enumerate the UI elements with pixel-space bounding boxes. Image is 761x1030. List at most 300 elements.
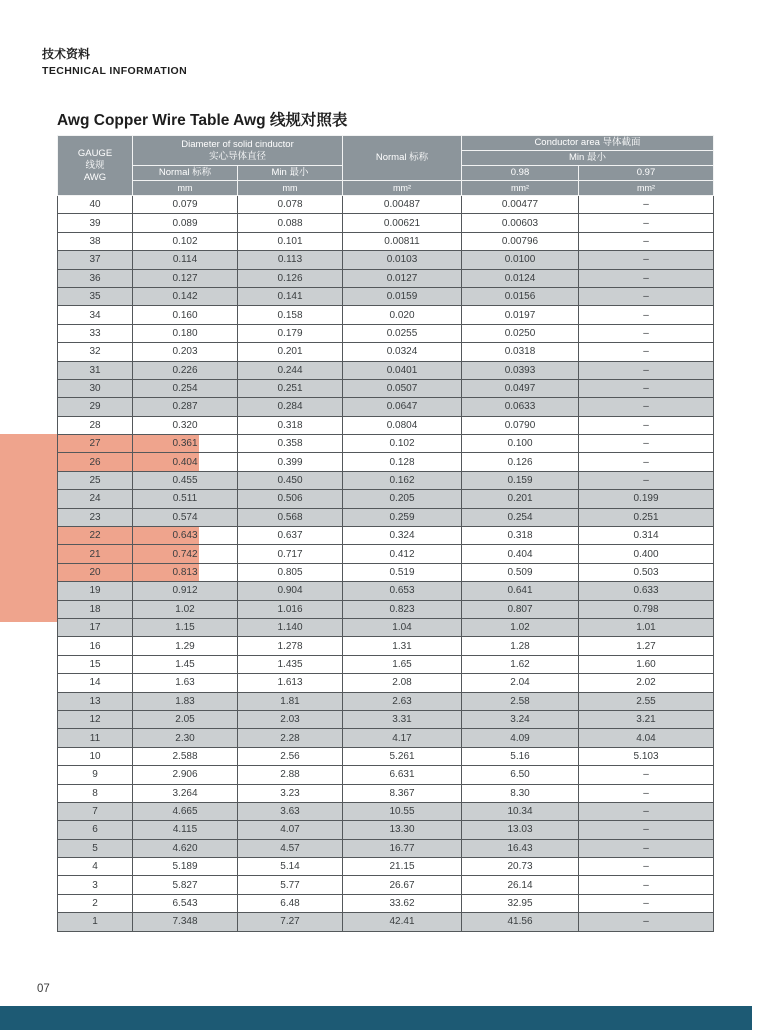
value-cell: 0.912: [133, 582, 238, 600]
value-cell: 32.95: [462, 894, 579, 912]
value-cell: 3.24: [462, 710, 579, 728]
value-cell: –: [579, 766, 714, 784]
value-cell: 0.653: [343, 582, 462, 600]
gauge-cell: 3: [58, 876, 133, 894]
gauge-cell: 17: [58, 618, 133, 636]
gauge-cell: 38: [58, 232, 133, 250]
value-cell: 0.0124: [462, 269, 579, 287]
value-cell: 0.244: [238, 361, 343, 379]
value-cell: 1.28: [462, 637, 579, 655]
header-row-1: [58, 136, 714, 151]
value-cell: 0.078: [238, 196, 343, 214]
value-cell: 0.400: [579, 545, 714, 563]
gauge-cell: 2: [58, 894, 133, 912]
value-cell: 4.665: [133, 802, 238, 820]
value-cell: 3.21: [579, 710, 714, 728]
value-cell: 1.04: [343, 618, 462, 636]
value-cell: 1.81: [238, 692, 343, 710]
value-cell: 0.641: [462, 582, 579, 600]
gauge-cell: 30: [58, 379, 133, 397]
value-cell: 1.016: [238, 600, 343, 618]
value-cell: 42.41: [343, 913, 462, 931]
value-cell: 20.73: [462, 858, 579, 876]
value-cell: 1.45: [133, 655, 238, 673]
value-cell: –: [579, 821, 714, 839]
value-cell: 26.67: [343, 876, 462, 894]
value-cell: 4.57: [238, 839, 343, 857]
value-cell: 0.141: [238, 287, 343, 305]
table-row: [58, 876, 714, 894]
value-cell: 0.0647: [343, 398, 462, 416]
value-cell: –: [579, 858, 714, 876]
value-cell: 2.03: [238, 710, 343, 728]
value-cell: 2.588: [133, 747, 238, 765]
value-cell: 0.259: [343, 508, 462, 526]
gauge-cell: 1: [58, 913, 133, 931]
gauge-cell: 16: [58, 637, 133, 655]
value-cell: 0.0156: [462, 287, 579, 305]
table-row: [58, 674, 714, 692]
gauge-cell: 6: [58, 821, 133, 839]
gauge-cell: 21: [58, 545, 133, 563]
unit-mm2-a: mm²: [343, 181, 462, 196]
value-cell: 0.324: [343, 527, 462, 545]
value-cell: 5.14: [238, 858, 343, 876]
value-cell: 4.620: [133, 839, 238, 857]
header-title-en: TECHNICAL INFORMATION: [42, 65, 188, 77]
header-sub-normal: Normal 标称: [133, 166, 238, 181]
unit-mm-b: mm: [238, 181, 343, 196]
value-cell: 2.04: [462, 674, 579, 692]
value-cell: 0.643: [133, 527, 238, 545]
table-row: [58, 527, 714, 545]
value-cell: 1.62: [462, 655, 579, 673]
table-row: [58, 802, 714, 820]
value-cell: 0.798: [579, 600, 714, 618]
value-cell: 5.261: [343, 747, 462, 765]
value-cell: 0.158: [238, 306, 343, 324]
value-cell: 2.02: [579, 674, 714, 692]
gauge-cell: 10: [58, 747, 133, 765]
value-cell: 0.361: [133, 435, 238, 453]
gauge-cell: 5: [58, 839, 133, 857]
value-cell: –: [579, 453, 714, 471]
table-row: [58, 343, 714, 361]
value-cell: 0.0127: [343, 269, 462, 287]
value-cell: 0.519: [343, 563, 462, 581]
value-cell: 1.02: [462, 618, 579, 636]
value-cell: 0.126: [462, 453, 579, 471]
value-cell: 0.412: [343, 545, 462, 563]
value-cell: 0.807: [462, 600, 579, 618]
gauge-cell: 4: [58, 858, 133, 876]
value-cell: 5.827: [133, 876, 238, 894]
value-cell: 0.179: [238, 324, 343, 342]
table-row: [58, 398, 714, 416]
header-098: 0.98: [462, 166, 579, 181]
value-cell: 0.0497: [462, 379, 579, 397]
table-row: [58, 416, 714, 434]
value-cell: 0.089: [133, 214, 238, 232]
gauge-line1: GAUGE: [77, 147, 113, 159]
value-cell: 0.160: [133, 306, 238, 324]
table-row: [58, 306, 714, 324]
value-cell: 0.287: [133, 398, 238, 416]
header-units-row: [58, 181, 714, 196]
value-cell: 0.742: [133, 545, 238, 563]
value-cell: 0.00621: [343, 214, 462, 232]
value-cell: –: [579, 876, 714, 894]
value-cell: 10.34: [462, 802, 579, 820]
value-cell: 1.29: [133, 637, 238, 655]
value-cell: 1.613: [238, 674, 343, 692]
value-cell: 0.127: [133, 269, 238, 287]
footer-bar: [0, 1006, 752, 1030]
value-cell: –: [579, 251, 714, 269]
table-row: [58, 747, 714, 765]
value-cell: 0.0159: [343, 287, 462, 305]
table-row: [58, 710, 714, 728]
value-cell: –: [579, 435, 714, 453]
value-cell: 1.83: [133, 692, 238, 710]
value-cell: 0.717: [238, 545, 343, 563]
value-cell: 0.203: [133, 343, 238, 361]
value-cell: 4.17: [343, 729, 462, 747]
value-cell: 33.62: [343, 894, 462, 912]
value-cell: 0.314: [579, 527, 714, 545]
value-cell: 0.0804: [343, 416, 462, 434]
value-cell: 0.254: [133, 379, 238, 397]
value-cell: 1.140: [238, 618, 343, 636]
value-cell: 0.823: [343, 600, 462, 618]
value-cell: 0.00477: [462, 196, 579, 214]
value-cell: 0.503: [579, 563, 714, 581]
value-cell: 5.189: [133, 858, 238, 876]
value-cell: –: [579, 196, 714, 214]
value-cell: 0.201: [238, 343, 343, 361]
gauge-cell: 39: [58, 214, 133, 232]
page-number: 07: [37, 983, 50, 995]
table-row: [58, 821, 714, 839]
value-cell: 0.0100: [462, 251, 579, 269]
value-cell: 0.162: [343, 471, 462, 489]
value-cell: 0.813: [133, 563, 238, 581]
value-cell: 0.404: [462, 545, 579, 563]
value-cell: 4.07: [238, 821, 343, 839]
value-cell: 1.27: [579, 637, 714, 655]
header-gauge: [58, 136, 133, 196]
table-row: [58, 361, 714, 379]
table-row: [58, 545, 714, 563]
value-cell: 0.0103: [343, 251, 462, 269]
awg-wire-table: [57, 135, 714, 932]
value-cell: 0.180: [133, 324, 238, 342]
value-cell: 1.01: [579, 618, 714, 636]
gauge-cell: 23: [58, 508, 133, 526]
value-cell: 0.904: [238, 582, 343, 600]
gauge-cell: 36: [58, 269, 133, 287]
header-sub-min: Min 最小: [238, 166, 343, 181]
table-row: [58, 894, 714, 912]
value-cell: –: [579, 343, 714, 361]
value-cell: 2.30: [133, 729, 238, 747]
value-cell: 0.633: [579, 582, 714, 600]
gauge-cell: 26: [58, 453, 133, 471]
gauge-cell: 35: [58, 287, 133, 305]
value-cell: 0.0393: [462, 361, 579, 379]
table-row: [58, 637, 714, 655]
value-cell: 0.0250: [462, 324, 579, 342]
gauge-cell: 34: [58, 306, 133, 324]
header-title-zh: 技术资料: [42, 47, 91, 61]
table-row: [58, 582, 714, 600]
value-cell: 0.805: [238, 563, 343, 581]
table-row: [58, 839, 714, 857]
value-cell: 1.60: [579, 655, 714, 673]
value-cell: 6.48: [238, 894, 343, 912]
table-row: [58, 692, 714, 710]
value-cell: 0.0790: [462, 416, 579, 434]
gauge-cell: 18: [58, 600, 133, 618]
value-cell: 1.435: [238, 655, 343, 673]
value-cell: 3.264: [133, 784, 238, 802]
value-cell: 0.020: [343, 306, 462, 324]
value-cell: 0.199: [579, 490, 714, 508]
value-cell: 0.254: [462, 508, 579, 526]
value-cell: –: [579, 269, 714, 287]
unit-mm-a: mm: [133, 181, 238, 196]
value-cell: 0.251: [579, 508, 714, 526]
value-cell: 0.0633: [462, 398, 579, 416]
value-cell: 6.50: [462, 766, 579, 784]
value-cell: 1.15: [133, 618, 238, 636]
value-cell: 0.142: [133, 287, 238, 305]
value-cell: 2.88: [238, 766, 343, 784]
table-row: [58, 600, 714, 618]
table-row: [58, 214, 714, 232]
gauge-cell: 12: [58, 710, 133, 728]
table-row: [58, 490, 714, 508]
value-cell: 4.09: [462, 729, 579, 747]
value-cell: 0.00811: [343, 232, 462, 250]
value-cell: 8.30: [462, 784, 579, 802]
table-row: [58, 655, 714, 673]
table-row: [58, 196, 714, 214]
header-normal-area: Normal 标称: [343, 136, 462, 181]
header-097: 0.97: [579, 166, 714, 181]
table-row: [58, 435, 714, 453]
value-cell: 0.574: [133, 508, 238, 526]
gauge-cell: 15: [58, 655, 133, 673]
value-cell: 0.399: [238, 453, 343, 471]
value-cell: 2.05: [133, 710, 238, 728]
value-cell: 0.320: [133, 416, 238, 434]
value-cell: 41.56: [462, 913, 579, 931]
gauge-cell: 8: [58, 784, 133, 802]
value-cell: 0.0197: [462, 306, 579, 324]
value-cell: –: [579, 379, 714, 397]
value-cell: 0.00603: [462, 214, 579, 232]
value-cell: 0.113: [238, 251, 343, 269]
gauge-cell: 19: [58, 582, 133, 600]
value-cell: 2.55: [579, 692, 714, 710]
header-diameter-group: [133, 136, 343, 166]
value-cell: 0.450: [238, 471, 343, 489]
value-cell: 13.30: [343, 821, 462, 839]
gauge-cell: 20: [58, 563, 133, 581]
table-header: [58, 136, 714, 196]
value-cell: –: [579, 324, 714, 342]
value-cell: 0.088: [238, 214, 343, 232]
value-cell: 7.27: [238, 913, 343, 931]
value-cell: 0.128: [343, 453, 462, 471]
value-cell: 0.079: [133, 196, 238, 214]
value-cell: –: [579, 306, 714, 324]
value-cell: 1.278: [238, 637, 343, 655]
gauge-cell: 27: [58, 435, 133, 453]
value-cell: 6.631: [343, 766, 462, 784]
value-cell: 21.15: [343, 858, 462, 876]
gauge-cell: 40: [58, 196, 133, 214]
value-cell: –: [579, 214, 714, 232]
value-cell: 3.23: [238, 784, 343, 802]
table-row: [58, 269, 714, 287]
header-min-group: Min 最小: [462, 151, 714, 166]
diameter-line1: Diameter of solid cinductor: [181, 138, 294, 150]
table-body: [58, 196, 714, 932]
value-cell: 3.31: [343, 710, 462, 728]
value-cell: 0.101: [238, 232, 343, 250]
value-cell: –: [579, 784, 714, 802]
gauge-line3: AWG: [83, 171, 107, 183]
value-cell: 2.906: [133, 766, 238, 784]
value-cell: 0.637: [238, 527, 343, 545]
value-cell: 2.56: [238, 747, 343, 765]
document-header: [42, 47, 187, 78]
table-row: [58, 251, 714, 269]
value-cell: –: [579, 361, 714, 379]
value-cell: 0.226: [133, 361, 238, 379]
value-cell: 0.00487: [343, 196, 462, 214]
value-cell: –: [579, 232, 714, 250]
table-row: [58, 618, 714, 636]
value-cell: 0.404: [133, 453, 238, 471]
value-cell: 26.14: [462, 876, 579, 894]
value-cell: 0.568: [238, 508, 343, 526]
value-cell: 16.77: [343, 839, 462, 857]
value-cell: 0.0318: [462, 343, 579, 361]
table-row: [58, 784, 714, 802]
value-cell: 1.31: [343, 637, 462, 655]
table-row: [58, 471, 714, 489]
value-cell: 0.509: [462, 563, 579, 581]
value-cell: 7.348: [133, 913, 238, 931]
value-cell: –: [579, 894, 714, 912]
value-cell: –: [579, 416, 714, 434]
value-cell: 6.543: [133, 894, 238, 912]
value-cell: 0.100: [462, 435, 579, 453]
unit-mm2-b: mm²: [462, 181, 579, 196]
table-row: [58, 858, 714, 876]
value-cell: 0.284: [238, 398, 343, 416]
header-conductor-area-group: Conductor area 导体截面: [462, 136, 714, 151]
value-cell: 1.63: [133, 674, 238, 692]
value-cell: –: [579, 287, 714, 305]
value-cell: 0.102: [343, 435, 462, 453]
gauge-cell: 13: [58, 692, 133, 710]
value-cell: 3.63: [238, 802, 343, 820]
value-cell: –: [579, 839, 714, 857]
value-cell: 0.511: [133, 490, 238, 508]
gauge-cell: 11: [58, 729, 133, 747]
value-cell: 5.77: [238, 876, 343, 894]
value-cell: 0.00796: [462, 232, 579, 250]
table-row: [58, 379, 714, 397]
gauge-cell: 28: [58, 416, 133, 434]
wire-table-container: [57, 135, 714, 932]
value-cell: 13.03: [462, 821, 579, 839]
value-cell: 0.126: [238, 269, 343, 287]
value-cell: –: [579, 913, 714, 931]
gauge-cell: 37: [58, 251, 133, 269]
value-cell: 8.367: [343, 784, 462, 802]
value-cell: –: [579, 471, 714, 489]
table-row: [58, 324, 714, 342]
table-row: [58, 766, 714, 784]
value-cell: 4.04: [579, 729, 714, 747]
gauge-cell: 32: [58, 343, 133, 361]
value-cell: 0.0324: [343, 343, 462, 361]
value-cell: 0.506: [238, 490, 343, 508]
value-cell: 0.318: [462, 527, 579, 545]
table-row: [58, 729, 714, 747]
table-row: [58, 563, 714, 581]
value-cell: 10.55: [343, 802, 462, 820]
value-cell: 0.251: [238, 379, 343, 397]
value-cell: 2.08: [343, 674, 462, 692]
value-cell: 0.0401: [343, 361, 462, 379]
table-title: Awg Copper Wire Table Awg 线规对照表: [57, 112, 348, 129]
table-row: [58, 232, 714, 250]
value-cell: 2.28: [238, 729, 343, 747]
value-cell: –: [579, 802, 714, 820]
gauge-cell: 33: [58, 324, 133, 342]
gauge-cell: 7: [58, 802, 133, 820]
unit-mm2-c: mm²: [579, 181, 714, 196]
value-cell: 0.159: [462, 471, 579, 489]
gauge-cell: 31: [58, 361, 133, 379]
table-row: [58, 913, 714, 931]
value-cell: 2.58: [462, 692, 579, 710]
value-cell: 0.201: [462, 490, 579, 508]
table-row: [58, 508, 714, 526]
value-cell: 0.205: [343, 490, 462, 508]
value-cell: 5.16: [462, 747, 579, 765]
value-cell: 1.02: [133, 600, 238, 618]
value-cell: 0.0507: [343, 379, 462, 397]
table-row: [58, 453, 714, 471]
diameter-line2: 实心导体直径: [208, 150, 266, 162]
value-cell: 2.63: [343, 692, 462, 710]
gauge-cell: 14: [58, 674, 133, 692]
gauge-cell: 9: [58, 766, 133, 784]
gauge-line2: 线规: [85, 159, 105, 171]
gauge-cell: 29: [58, 398, 133, 416]
value-cell: 16.43: [462, 839, 579, 857]
value-cell: 0.0255: [343, 324, 462, 342]
table-row: [58, 287, 714, 305]
gauge-cell: 25: [58, 471, 133, 489]
